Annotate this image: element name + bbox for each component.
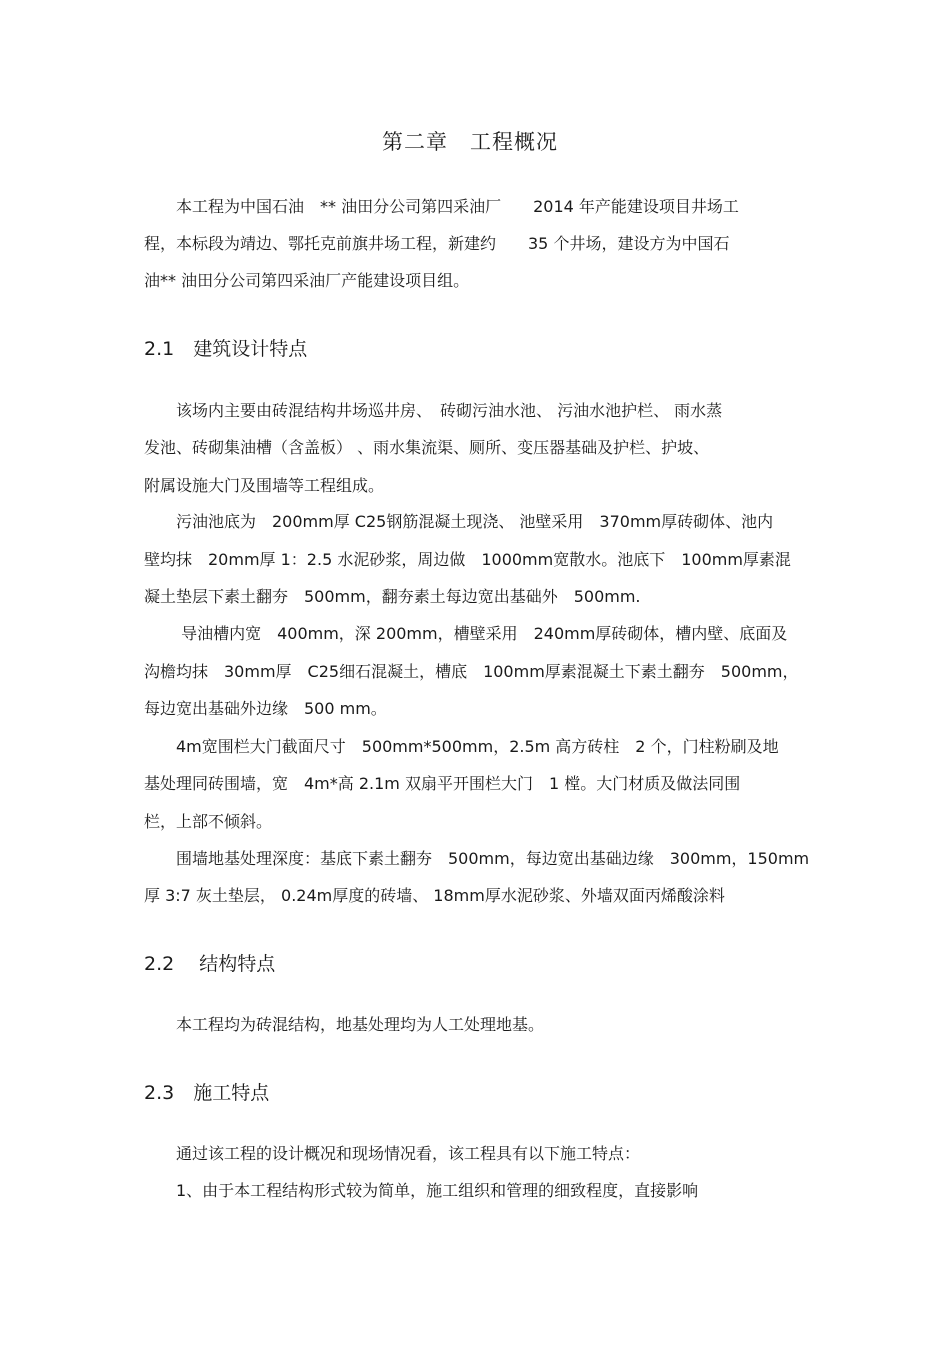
section-heading-2-1: 2.1 建筑设计特点	[144, 338, 308, 360]
intro-line: 本工程为中国石油 ** 油田分公司第四采油厂 2014 年产能建设项目井场工	[144, 197, 739, 216]
paragraph-line: 围墙地基处理深度：基底下素土翻夯 500mm，每边宽出基础边缘 300mm，150mm	[144, 849, 810, 868]
intro-line: 油** 油田分公司第四采油厂产能建设项目组。	[144, 271, 470, 290]
paragraph-line: 厚 3:7 灰土垫层， 0.24m厚度的砖墙、 18mm厚水泥砂浆、外墙双面丙烯酸涂料	[144, 886, 725, 905]
paragraph-line: 发池、砖砌集油槽（含盖板） 、雨水集流渠、厕所、变压器基础及护栏、护坡、	[144, 438, 710, 457]
paragraph-line: 该场内主要由砖混结构井场巡井房、 砖砌污油水池、 污油水池护栏、 雨水蒸	[144, 401, 723, 420]
paragraph-line: 1、由于本工程结构形式较为简单，施工组织和管理的细致程度，直接影响	[144, 1181, 699, 1200]
paragraph-line: 4m宽围栏大门截面尺寸 500mm*500mm，2.5m 高方砖柱 2 个，门柱粉刷及地	[144, 737, 779, 756]
paragraph-line: 污油池底为 200mm厚 C25钢筋混凝土现浇、 池壁采用 370mm厚砖砌体、池内	[144, 512, 774, 531]
section-heading-2-2: 2.2 结构特点	[144, 953, 276, 975]
paragraph-line: 栏，上部不倾斜。	[144, 812, 273, 831]
section-heading-2-3: 2.3 施工特点	[144, 1082, 270, 1104]
chapter-title: 第二章 工程概况	[382, 130, 558, 154]
paragraph-line: 导油槽内宽 400mm，深 200mm，槽壁采用 240mm厚砖砌体，槽内壁、底面及	[144, 624, 788, 643]
paragraph-line: 凝土垫层下素土翻夯 500mm，翻夯素土每边宽出基础外 500mm.	[144, 587, 641, 606]
paragraph-line: 本工程均为砖混结构，地基处理均为人工处理地基。	[144, 1015, 545, 1034]
paragraph-line: 沟檐均抹 30mm厚 C25细石混凝土，槽底 100mm厚素混凝土下素土翻夯 500mm，	[144, 662, 799, 681]
paragraph-line: 壁均抹 20mm厚 1：2.5 水泥砂浆，周边做 1000mm宽散水。池底下 100mm厚素混	[144, 550, 791, 569]
paragraph-line: 基处理同砖围墙，宽 4m*高 2.1m 双扇平开围栏大门 1 樘。大门材质及做法同围	[144, 774, 741, 793]
paragraph-line: 附属设施大门及围墙等工程组成。	[144, 476, 385, 495]
paragraph-line: 每边宽出基础外边缘 500 mm。	[144, 699, 387, 718]
intro-line: 程，本标段为靖边、鄂托克前旗井场工程，新建约 35 个井场，建设方为中国石	[144, 234, 730, 253]
paragraph-line: 通过该工程的设计概况和现场情况看，该工程具有以下施工特点：	[144, 1144, 641, 1163]
